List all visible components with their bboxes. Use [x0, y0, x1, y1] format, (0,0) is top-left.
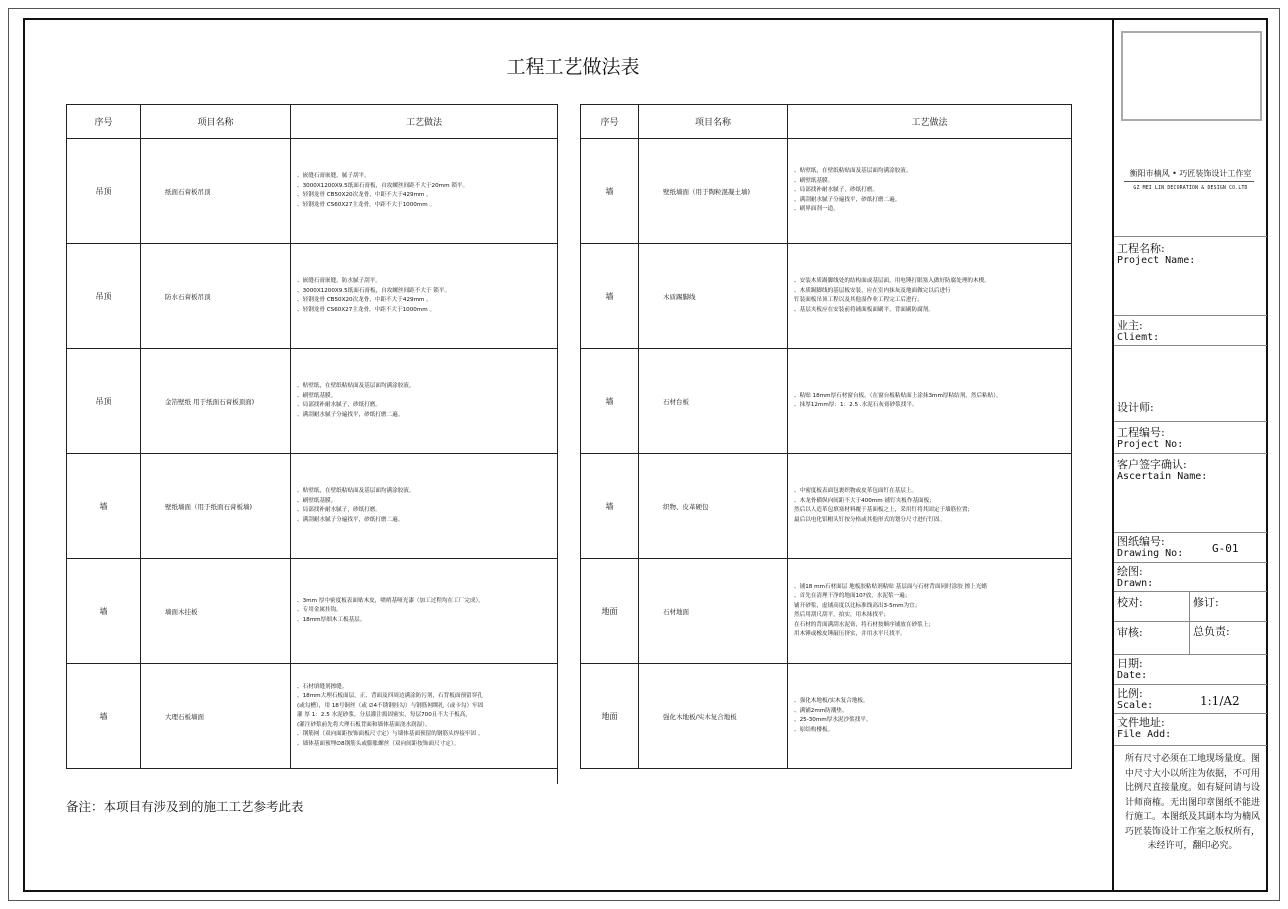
date-cn: 日期:	[1117, 657, 1143, 670]
method-step: 、强化木地板/实木复合地板。	[794, 698, 869, 704]
row-method	[788, 139, 1072, 244]
confirm-en: Ascertain Name:	[1117, 471, 1208, 482]
file-label	[1117, 717, 1171, 740]
method-step: (灌注砂浆前先将大理石板背面和墙体基面浇水润湿）。	[297, 721, 431, 728]
drawing-no-en: Drawing No:	[1117, 548, 1184, 559]
method-step: 钉装面板吊顶工程以及其他湿作业工程完工后进行。	[794, 297, 923, 303]
method-step: 、木质踢脚线的基层板安装，应在室内抹灰及地面做完以后进行	[794, 287, 951, 294]
row-method	[291, 139, 558, 244]
method-step: 、墙体基面预埋∅8钢筋头或膨胀螺丝（双向间距按饰面尺寸定）。	[297, 740, 460, 747]
method-step: 、木龙骨横纵向间距不大于400mm 铺钉夹板作基面板；	[794, 497, 935, 504]
row-item-name: 大理石板墙面	[141, 664, 291, 769]
method-step: 、刷壁纸基膜。	[297, 497, 337, 504]
method-step: 、刷壁纸基膜。	[794, 177, 834, 184]
method-step: 、首先在清理干净的地面10?放，水泥浆一遍；	[794, 593, 911, 599]
row-method	[788, 349, 1072, 454]
method-step: 、铺18 mm石材面层 地板胶粘贴剂粘贴 基层面与石材背面同时涂胶 擦上光蜡	[794, 583, 987, 590]
table-header-row	[581, 105, 1072, 139]
table-row	[67, 244, 558, 349]
row-category: 墙	[67, 664, 141, 769]
client-label	[1117, 320, 1159, 343]
table-row	[67, 139, 558, 244]
file-cn: 文件地址:	[1117, 716, 1165, 729]
company-name: 衡阳市楠风 • 巧匠装饰设计工作室	[1129, 169, 1252, 178]
method-step: 、嵌缝石膏嵌缝，防水腻子刮平。	[297, 278, 381, 284]
row-method	[788, 454, 1072, 559]
row-method	[291, 664, 558, 769]
method-step: 、轻钢龙骨 CB50X20次龙骨，中距不大于429mm 。	[297, 297, 432, 303]
scale-cn: 比例:	[1117, 687, 1143, 700]
title-block-divider	[1112, 18, 1114, 892]
row-category: 墙	[581, 244, 639, 349]
client-en: Cliemt:	[1117, 332, 1160, 343]
project-no-label	[1117, 427, 1183, 450]
header-method: 工艺做法	[291, 105, 558, 139]
method-step: 然后用刮尺刮平，拍实，用木抹找平；	[794, 612, 890, 618]
table-row	[67, 559, 558, 664]
method-step: 、原结构楼板。	[794, 726, 834, 733]
row-item-name: 壁纸墙面（用于纸面石膏板墙)	[141, 454, 291, 559]
tb-divider	[1114, 421, 1267, 422]
method-step: 、局部找补耐水腻子，砂纸打磨。	[297, 507, 381, 513]
tb-divider	[1114, 345, 1267, 346]
row-item-name: 石材台板	[639, 349, 788, 454]
tb-divider	[1114, 315, 1267, 316]
method-step: 最后以电化铝帽头钉按分格或其他形式的划分尺寸进行钉固。	[794, 516, 946, 523]
scale-value: 1:1/A2	[1200, 694, 1240, 708]
method-step: 、贴壁纸，在壁纸粘贴面及基层面均满涂胶液。	[794, 168, 912, 175]
tb-divider	[1114, 562, 1267, 563]
notice-text: 所有尺寸必须在工地现场量度。图中尺寸大小以所注为依据，不可用比例尺直接量度。如有疑问请与设计师商榷。无出图印章图纸不能进行施工。本图纸及其副本均为楠风巧匠装饰设计工作室之版权所有，未经许可，翻印必究。	[1124, 754, 1260, 851]
project-no-cn: 工程编号:	[1117, 426, 1165, 439]
method-step: 、3000X1200X9.5纸面石膏板，自攻螺丝间距不大于20mm 锁平。	[297, 182, 469, 189]
craft-table-right	[580, 104, 1072, 769]
row-method	[788, 664, 1072, 769]
drawn-cn: 绘图:	[1117, 565, 1143, 578]
row-method	[788, 559, 1072, 664]
row-category: 地面	[581, 559, 639, 664]
confirm-label	[1117, 459, 1207, 482]
row-category: 墙	[67, 559, 141, 664]
chief-label: 总负责:	[1193, 625, 1230, 638]
project-no-en: Project No:	[1117, 439, 1184, 450]
header-method: 工艺做法	[788, 105, 1072, 139]
method-step: 用木锤或橡皮锤敲压挤实，并用水平尺找平。	[794, 631, 906, 637]
method-step: 、专用金属挂钩。	[297, 607, 342, 614]
row-item-name: 纸面石膏板吊顶	[141, 139, 291, 244]
tb-divider	[1114, 453, 1267, 454]
tb-divider	[1114, 654, 1267, 655]
method-step: 、基层夹板应在安装前将铺面板面刷平，背面刷防腐剂。	[794, 306, 934, 313]
row-category: 墙	[581, 349, 639, 454]
revise-label: 修订:	[1193, 596, 1219, 609]
row-item-name: 织物、皮革硬包	[639, 454, 788, 559]
row-item-name: 金箔壁纸 用于纸面石膏板顶面)	[141, 349, 291, 454]
method-step: 、嵌缝石膏嵌缝，腻子刮平。	[297, 173, 370, 179]
table-row	[67, 664, 558, 769]
method-step: 、局部找补耐水腻子，砂纸打磨。	[297, 402, 381, 408]
method-step: 、安装木质踢脚线处的结构面或基层面，用电锤打眼塞入做好防腐处理的木楔。	[794, 278, 990, 284]
method-step: 、25-30mm厚水泥沙浆找平。	[794, 717, 872, 723]
method-step: 、满刮耐水腻子分遍找平，砂纸打磨二遍。	[297, 516, 404, 523]
tb-divider	[1114, 621, 1267, 622]
method-step: 、中密度板表面包裹织物或皮革包面钉在基层上。	[794, 488, 918, 494]
method-step: 、轻钢龙骨 CS60X27主龙骨，中距不大于1000mm 。	[297, 306, 436, 313]
file-en: File Add:	[1117, 729, 1172, 740]
row-category: 墙	[581, 454, 639, 559]
client-cn: 业主:	[1117, 319, 1143, 332]
scale-label	[1117, 688, 1153, 711]
craft-table-left	[66, 104, 558, 769]
row-category: 吊顶	[67, 349, 141, 454]
table-row	[67, 349, 558, 454]
table-row	[581, 349, 1072, 454]
method-step: 、18mm大理石板面层，正、背面及四周边满涂防污剂，石背板面预留穿孔	[297, 693, 483, 700]
row-category: 地面	[581, 664, 639, 769]
confirm-cn: 客户签字确认:	[1117, 458, 1187, 471]
header-name: 项目名称	[141, 105, 291, 139]
method-step: 、贴壁纸，在壁纸粘贴面及基层面均满涂胶液。	[297, 383, 415, 389]
scale-en: Scale:	[1117, 700, 1154, 711]
method-step: 、刷界面剂一道。	[794, 206, 839, 213]
method-step: 、刷壁纸基膜。	[297, 392, 337, 399]
row-method	[291, 454, 558, 559]
row-item-name: 石材地面	[639, 559, 788, 664]
method-step: (或勾槽），用 18号铜丝（或 ∅4不锈钢挂勾）与钢筋网绑扎（或卡勾）牢固	[297, 702, 484, 709]
table-row	[581, 454, 1072, 559]
table-header-row	[67, 105, 558, 139]
drawn-en: Drawn:	[1117, 578, 1154, 589]
method-step: 、局部找补耐水腻子，砂纸打磨。	[794, 187, 878, 194]
header-name: 项目名称	[639, 105, 788, 139]
tb-divider	[1114, 745, 1267, 746]
date-label	[1117, 658, 1147, 681]
tb-vdivider	[1189, 591, 1190, 654]
method-step: 、3000X1200X9.5纸面石膏板，自攻螺丝间距不大于 锁平。	[297, 287, 451, 294]
designer-label: 设计师:	[1117, 401, 1154, 414]
method-step: 然后以人造革包填塞材料覆于基面板之上，采用钉将其固定于墙筋位置；	[794, 507, 974, 513]
row-item-name: 木质踢脚线	[639, 244, 788, 349]
tb-divider	[1114, 591, 1267, 592]
row-method	[788, 244, 1072, 349]
row-method	[291, 349, 558, 454]
row-category: 墙	[581, 139, 639, 244]
row-item-name: 壁纸墙面（用于陶粒混凝土墙)	[639, 139, 788, 244]
row-category: 吊顶	[67, 244, 141, 349]
row-item-name: 强化木地板/实木复合地板	[639, 664, 788, 769]
review-label: 审核:	[1117, 626, 1143, 639]
tb-divider	[1114, 532, 1267, 533]
project-name-label	[1117, 243, 1195, 266]
method-step: 、贴壁纸，在壁纸粘贴面及基层面均满涂胶液。	[297, 488, 415, 494]
company-name-en: GZ MEI LIN DECORATION & DESIGN CO.LTD	[1133, 186, 1248, 191]
method-step: 在石材的背面满刮水泥膏，将石材按顺序铺放在砂浆上；	[794, 621, 934, 628]
table-row	[67, 454, 558, 559]
document-title: 工程工艺做法表	[506, 56, 640, 78]
method-step: 、满刮耐水腻子分遍找平，砂纸打磨二遍。	[297, 411, 404, 418]
footnote: 备注：本项目有涉及到的施工工艺参考此表	[66, 799, 304, 814]
method-step: 、满铺2mm防潮垫。	[794, 707, 848, 714]
drawing-no-cn: 图纸编号:	[1117, 535, 1165, 548]
method-step: 灌 厚 1：2.5 水泥砂浆，分层灌注捣固密实，每层700且不大于板高，	[297, 712, 471, 719]
row-method	[291, 244, 558, 349]
method-step: 、3mm 厚中密度板表面贴木皮，喷哨基哑光漆（加工过程均在工厂完成）。	[297, 597, 484, 604]
drawn-label	[1117, 566, 1153, 589]
header-no: 序号	[581, 105, 639, 139]
logo-placeholder	[1121, 31, 1262, 121]
method-step: 、轻钢龙骨 CB50X20次龙骨，中距不大于429mm 。	[297, 192, 432, 198]
method-step: 、粘贴 18mm厚石材窗台板。（在窗台板粘贴面上涂抹3mm厚粘结剂，然后粘贴）。	[794, 392, 1002, 399]
row-method	[291, 559, 558, 664]
method-step: 、抹厚12mm厚：1：2.5 .水泥石灰膏砂浆找平。	[794, 402, 918, 408]
tb-divider	[1114, 713, 1267, 714]
check-label: 校对:	[1117, 596, 1143, 609]
method-step: 、满刮耐水腻子分遍找平，砂纸打磨二遍。	[794, 196, 901, 203]
company-rule	[1124, 181, 1254, 182]
project-name-en: Project Name:	[1117, 255, 1196, 266]
method-step: 、轻钢龙骨 CS60X27主龙骨，中距不大于1000mm 。	[297, 201, 436, 208]
method-step: 、18mm厚细木工板基层。	[297, 616, 366, 623]
method-step: 、钢筋网（双向面距按饰面板尺寸定）与墙体基面预留的钢筋头焊接牢固 。	[297, 731, 484, 738]
table-row	[581, 244, 1072, 349]
project-name-cn: 工程名称:	[1117, 242, 1165, 255]
row-item-name: 墙面木挂板	[141, 559, 291, 664]
date-en: Date:	[1117, 670, 1148, 681]
drawing-no-value: G-01	[1212, 542, 1239, 555]
table-row	[581, 139, 1072, 244]
tb-divider	[1114, 684, 1267, 685]
method-step: 、石材填缝剂擦缝。	[297, 683, 348, 690]
row-category: 墙	[67, 454, 141, 559]
method-step: 铺开砂浆，虚铺高度以比标准线高出3-5mm为宜；	[794, 602, 921, 609]
header-no: 序号	[67, 105, 141, 139]
table-row	[581, 559, 1072, 664]
table-row	[581, 664, 1072, 769]
row-category: 吊顶	[67, 139, 141, 244]
tb-divider	[1114, 236, 1267, 237]
drawing-no-label	[1117, 536, 1183, 559]
row-item-name: 防水石膏板吊顶	[141, 244, 291, 349]
